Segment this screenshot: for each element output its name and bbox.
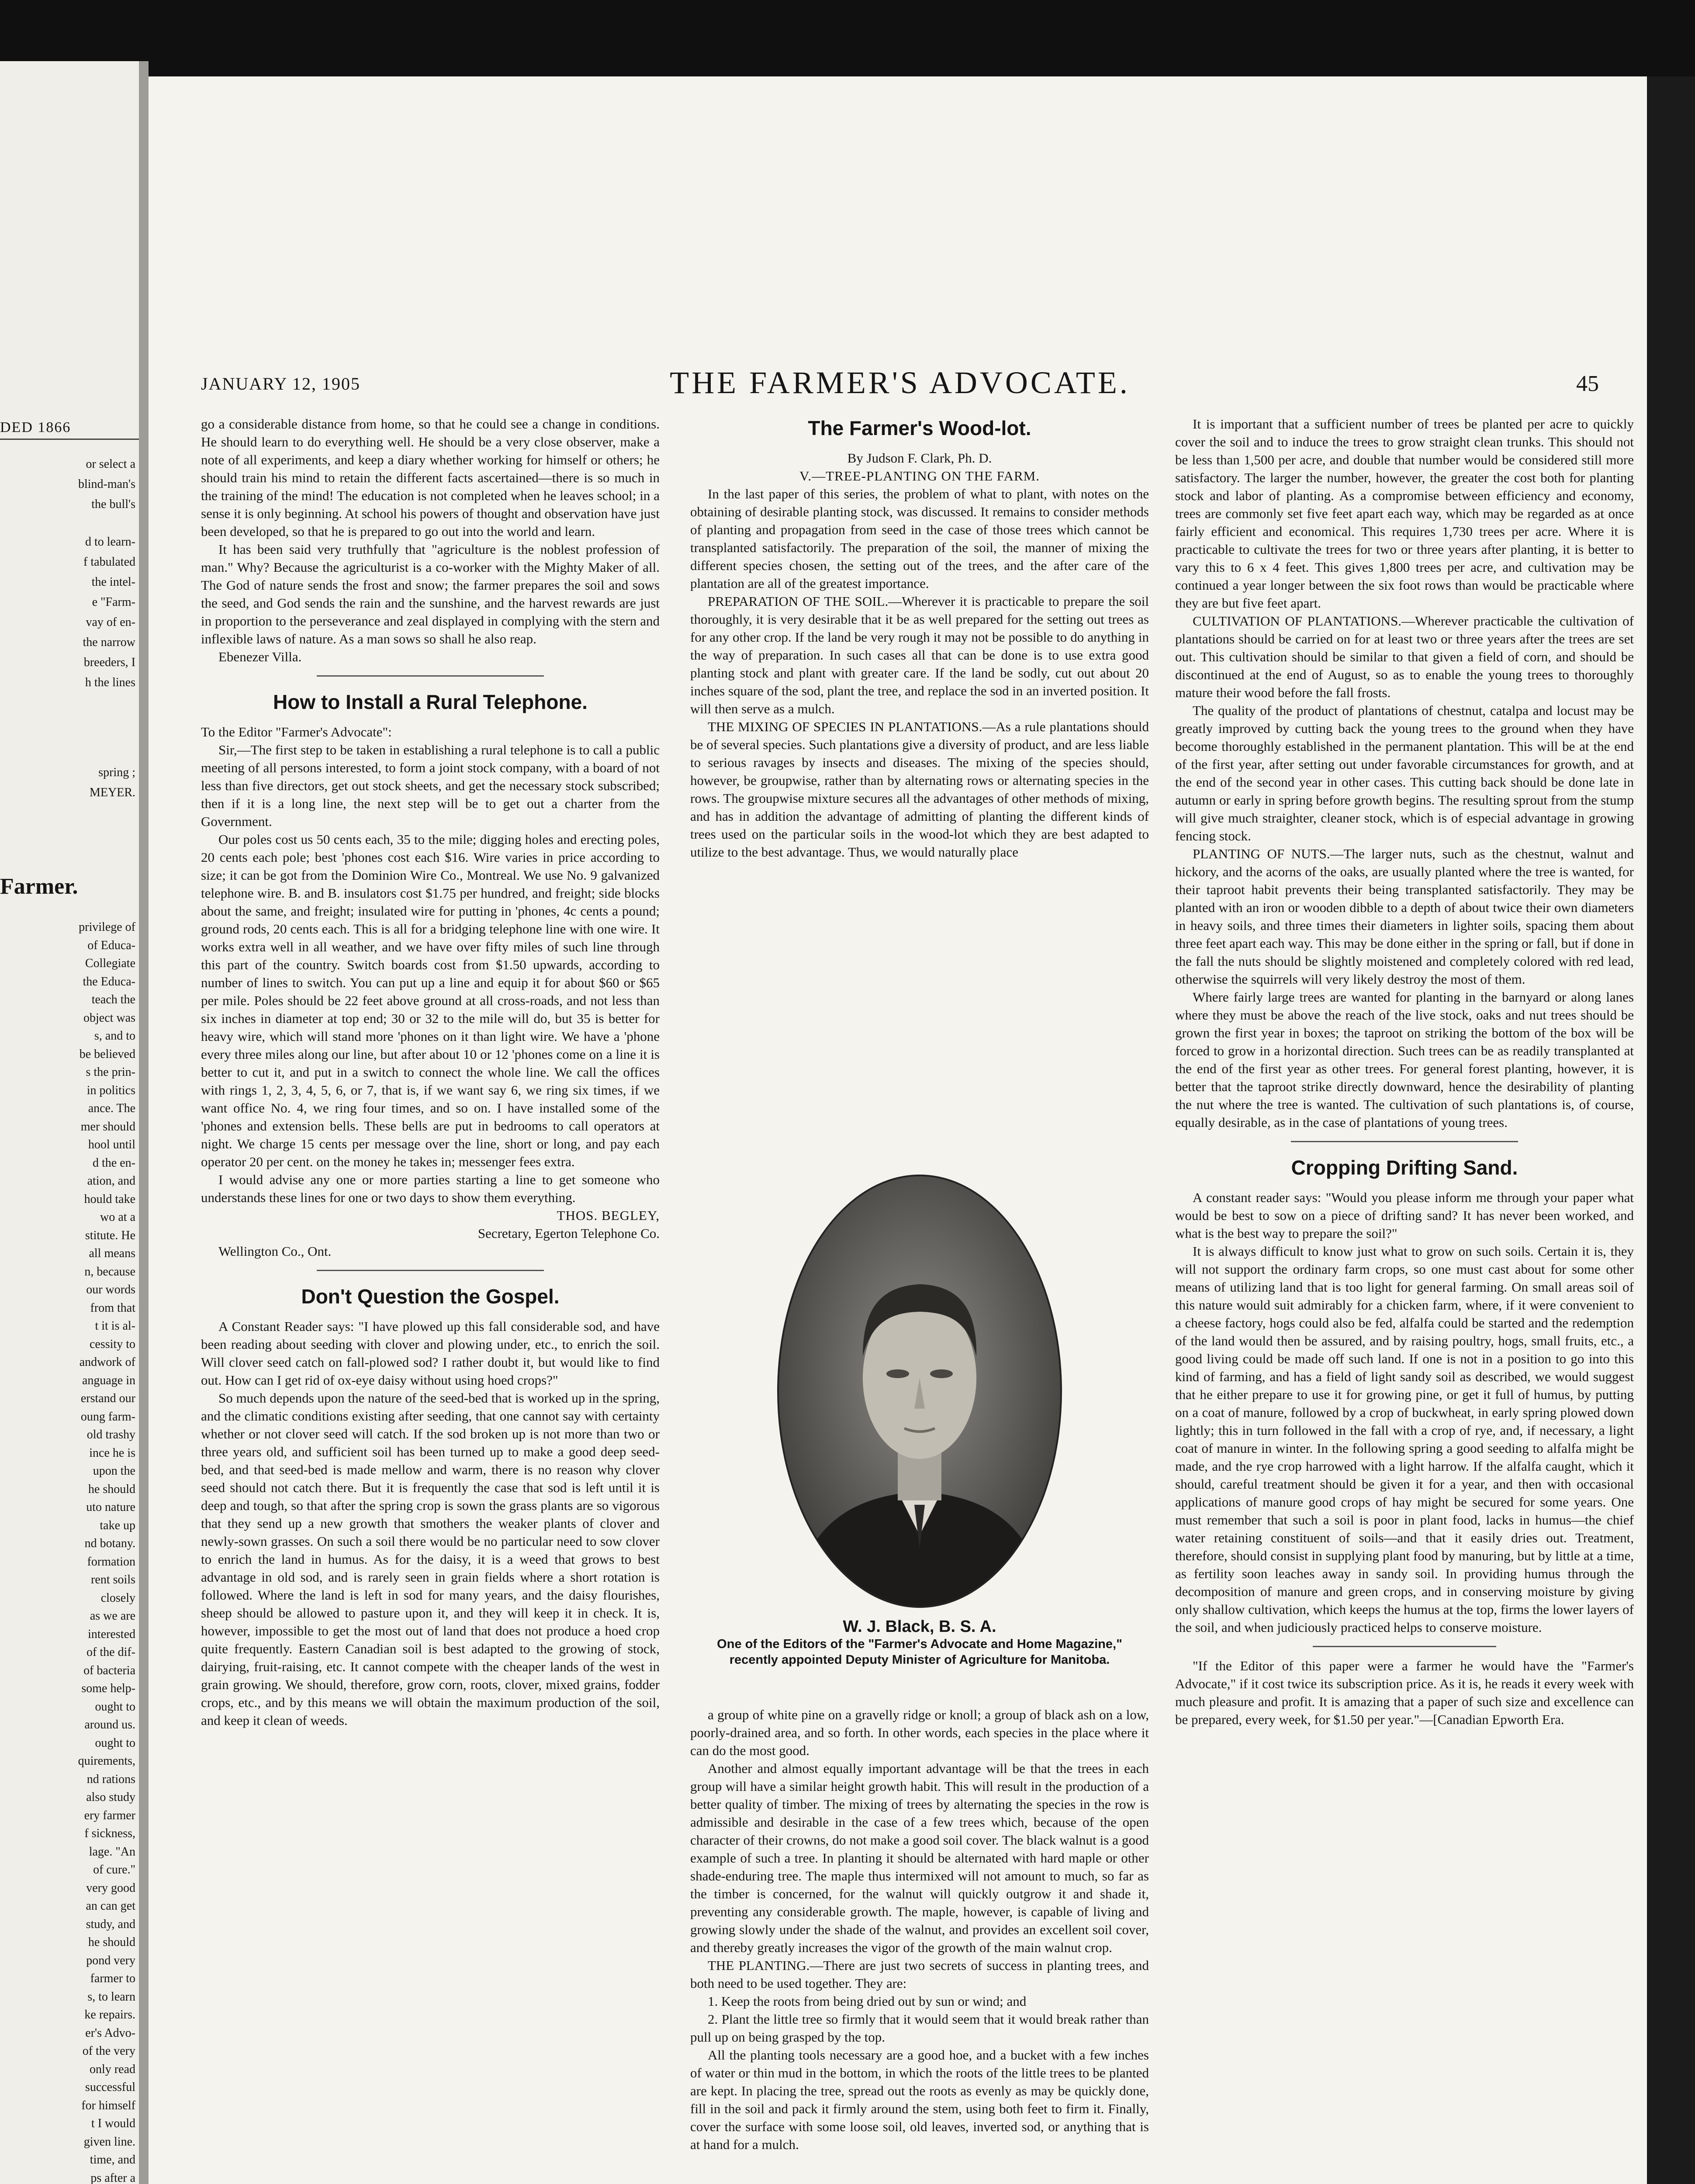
column-2-top bbox=[690, 415, 1149, 1166]
prev-page-fragment: quirements, bbox=[78, 1754, 135, 1768]
column-3 bbox=[1175, 415, 1634, 2184]
prev-page-fragment: f tabulated bbox=[83, 555, 135, 569]
article-heading-gospel: Don't Question the Gospel. bbox=[301, 1285, 560, 1308]
prev-page-fragment: blind-man's bbox=[78, 477, 135, 491]
column-1 bbox=[201, 415, 660, 2184]
prev-page-fragment: very good bbox=[86, 1881, 135, 1895]
prev-page-fragment: oung farm- bbox=[80, 1410, 135, 1424]
paragraph: A Constant Reader says: "I have plowed up this fall considerable sod, and have been reading about seeding with clover and plowing under, etc., to enrich the soil. Will clover seed catch on fall-plowed sod? I rather doubt it, but would like to find out. How can I get rid of ox-eye daisy without using hoed crops?" bbox=[201, 1319, 660, 1388]
prev-page-fragment: or select a bbox=[86, 457, 135, 471]
paragraph: Where fairly large trees are wanted for planting in the barnyard or along lanes where they must be above the reach of the live stock, oaks and nut trees should be grown the first year in boxes; the taproot on striking the bottom of the box will be forced to grow in a horizontal direction. Such trees can be as readily transplanted at the end of the first year as other trees. For general forest planting, however, it is better that the taproot strike directly downward, hence the desirability of planting the nut where the tree is wanted. The cultivation of such plantations is, of course, equally desirable, as in the case of plantations of young trees. bbox=[1175, 989, 1634, 1130]
caption-name: W. J. Black, B. S. A. bbox=[843, 1617, 996, 1636]
prev-page-fragment: study, and bbox=[86, 1917, 135, 1931]
masthead-title: THE FARMER'S ADVOCATE. bbox=[670, 365, 1130, 400]
paragraph: 1. Keep the roots from being dried out by sun or wind; and bbox=[708, 1994, 1027, 2009]
prev-page-fragment: the Educa- bbox=[83, 975, 135, 988]
prev-page-fragment: t it is al- bbox=[95, 1319, 135, 1333]
prev-page-fragment: interested bbox=[88, 1627, 135, 1641]
paragraph: CULTIVATION OF PLANTATIONS.—Wherever practicable the cultivation of plantations should be carried on for at least two or three years after the trees are set out. This cultivation should be similar to that given a field of corn, and should be discontinued at the end of August, so as to enable the young trees to thoroughly mature their wood before the fall frosts. bbox=[1175, 613, 1634, 700]
prev-page-fragment: take up bbox=[100, 1518, 135, 1532]
paragraph: go a considerable distance from home, so that he could see a change in conditions. He should learn to do everything well. He should be a very close observer, make a note of all experiments, and keep a diary whether working for himself or others; he should train his mind to retain the different facts ascertained—there is so much in the training of the mind! The education is not completed when he leaves school; in a sense it is only beginning. At school his powers of thought and observation have just been developed, so that he is prepared to go out into the world and learn. bbox=[201, 416, 660, 539]
prev-page-fragment: object was bbox=[83, 1011, 135, 1025]
prev-page-fragment: of the dif- bbox=[86, 1645, 135, 1659]
paragraph: THE MIXING OF SPECIES IN PLANTATIONS.—As a rule plantations should be of several species. Such plantations give a diversity of product, and are less liable to serious ravages by insects and diseases. The mixing of the species should, however, be groupwise, rather than by alternating rows or alternating species in the rows. The groupwise mixture secures all the advantages of other methods of mixing, and has in addition the advantage of admitting of planting the different kinds of trees used on the particular soils in the wood-lot which they are best adapted to utilize to the best advantage. Thus, we would naturally place bbox=[690, 719, 1149, 860]
divider bbox=[317, 1270, 544, 1271]
prev-page-fragment: s the prin- bbox=[86, 1065, 135, 1079]
prev-page-fragment: t I would bbox=[91, 2117, 135, 2130]
prev-page-fragment: ke repairs. bbox=[84, 2008, 135, 2022]
running-head bbox=[201, 365, 1599, 404]
portrait-photo bbox=[775, 1173, 1064, 1610]
prev-page-fragment: upon the bbox=[93, 1464, 135, 1478]
prev-page-fragment: cessity to bbox=[90, 1337, 135, 1351]
prev-page-fragment: our words bbox=[86, 1283, 135, 1296]
page-gutter bbox=[139, 61, 149, 2184]
prev-page-fragment: d to learn- bbox=[85, 535, 135, 549]
prev-page-fragment: only read bbox=[90, 2062, 135, 2076]
prev-page-fragment: farmer to bbox=[90, 1972, 135, 1985]
prev-page-fragment: f sickness, bbox=[84, 1827, 135, 1840]
prev-page-fragment: hool until bbox=[88, 1138, 135, 1151]
prev-page-fragment: around us. bbox=[84, 1718, 135, 1731]
paragraph: It is always difficult to know just what to grow on such soils. Certain it is, they will not support the ordinary farm crops, so one must cast about for some other means of utilizing land that is too light for general farming. On small areas soil of this nature would suit admirably for a chicken farm, where, if it were convenient to a cheese factory, hogs could also be fed, alfalfa could be started and the redemption of the land would then be assured, and by raising poultry, hogs, small fruits, etc., a good living could be made off such land. If one is not in a position to go into this kind of farming, and has a field of light sandy soil as described, we would suggest that he either prepare to use it for growing pine, or get it full of humus, by putting on a coat of manure, followed by a crop of buckwheat, in early spring plowed down lightly; this in turn followed in the fall with a crop of rye, and, if necessary, a light coat of manure in winter. In the following spring a good seeding to alfalfa might be made, and the rye crop harrowed with a light harrow. If the alfalfa caught, which it should, careful treatment should be given it for a year, and then with occasional applications of manure good crops of hay might be secured for some years. One must remember that such a soil is poor in plant food, lacks in humus—the chief water retaining constituent of soils—and that it easily dries out. Treatment, therefore, should consist in supplying plant food by manuring, but by little at a time, as fertility soon leaches away in sandy soil. In providing humus through the decomposition of manure and green crops, and in conserving moisture by giving only shallow cultivation, which keeps the humus at the top, firms the lower layers of the soil, and when judiciously practiced helps to conserve moisture. bbox=[1175, 1244, 1634, 1635]
prev-page-fragment: in politics bbox=[86, 1083, 135, 1097]
paragraph: Sir,—The first step to be taken in establishing a rural telephone is to call a public meeting of all persons interested, to form a joint stock company, with a board of not less than five directors, get out stock sheets, and get the necessary stock subscribed; then if it is a long line, the next step will be to get out a charter from the Government. bbox=[201, 742, 660, 829]
prev-page-fragment: successful bbox=[85, 2080, 135, 2094]
prev-page-fragment: Collegiate bbox=[85, 957, 135, 970]
prev-page-fragment: ps after a bbox=[90, 2171, 135, 2184]
paragraph: It is important that a sufficient number of trees be planted per acre to quickly cover the soil and to induce the trees to grow straight clean trunks. This should not be less than 1,500 per acre, and double that number would be considered still more satisfactory. The larger the number, however, the greater the cost both for planting stock and labor of planting. As a compromise between efficiency and economy, trees are commonly set five feet apart each way, which may be regarded as at once fairly efficient and economical. This requires 1,730 trees per acre. Where it is practicable to cultivate the trees for two or three years after planting, it is better to vary this to 6 x 4 feet. This gives 1,800 trees per acre, and cultivation may be continued a year longer between the six foot rows than would be practicable where they are but five feet apart. bbox=[1175, 416, 1634, 611]
prev-page-fragment: given line. bbox=[83, 2135, 135, 2149]
paragraph: THE PLANTING.—There are just two secrets of success in planting trees, and both need to be used together. They are: bbox=[690, 1958, 1149, 1991]
prev-page-fragment: of the very bbox=[82, 2044, 135, 2058]
prev-page-fragment: he should bbox=[88, 1935, 135, 1949]
prev-page-fragment: breeders, I bbox=[83, 656, 135, 669]
prev-page-fragment: uto nature bbox=[86, 1500, 135, 1514]
prev-page-fragment: of bacteria bbox=[83, 1663, 135, 1677]
prev-page-fragment: ation, and bbox=[87, 1174, 135, 1188]
paragraph: 2. Plant the little tree so firmly that it would seem that it would break rather than pull up on being grasped by the top. bbox=[690, 2011, 1149, 2045]
signature: Ebenezer Villa. bbox=[218, 649, 302, 664]
prev-page-fragment: as we are bbox=[90, 1609, 135, 1623]
prev-page-fragment: for himself bbox=[81, 2098, 135, 2112]
prev-page-fragment: he should bbox=[88, 1482, 135, 1496]
prev-page-fragment: ince he is bbox=[89, 1446, 135, 1460]
prev-page-fragment: nd botany. bbox=[84, 1537, 135, 1550]
signature-title: Secretary, Egerton Telephone Co. bbox=[477, 1226, 660, 1241]
byline: By Judson F. Clark, Ph. D. bbox=[847, 450, 992, 466]
prev-page-fragment: s, to learn bbox=[87, 1990, 135, 2004]
paragraph: It has been said very truthfully that "agriculture is the noblest profession of man." Why? Because the agriculturist is a co-worker with the Mighty Maker of all. The God of nature sends the frost and snow; the farmer prepares the soil and sows the seed, and God sends the rain and the sunshine, and the harvest rewards are just in proportion to the perseverance and zeal displayed in complying with the stern and inflexible laws of nature. As a man sows so shall he also reap. bbox=[201, 542, 660, 646]
divider bbox=[1291, 1141, 1518, 1142]
prev-page-fragment: anguage in bbox=[82, 1373, 135, 1387]
page-number: 45 bbox=[1576, 371, 1599, 396]
prev-page-fragment: also study bbox=[86, 1790, 135, 1804]
paragraph: PLANTING OF NUTS.—The larger nuts, such as the chestnut, walnut and hickory, and the acorns of the oaks, are usually planted where the tree is wanted, for their taproot habit prevents their being transplanted satisfactorily. They may be planted with an iron or wooden dibble to a depth of about twice their own diameters in heavy soils, and three times their diameters in lighter soils, spacing them about three feet apart each way. This may be done either in the spring or fall, but if done in the fall the nuts should be slightly moistened and completely colored with red lead, otherwise the squirrels will very likely destroy the most of them. bbox=[1175, 846, 1634, 987]
prev-page-fragment: of cure." bbox=[93, 1863, 135, 1876]
prev-page-fragment: wo at a bbox=[100, 1210, 135, 1224]
prev-page-fragment: formation bbox=[87, 1555, 135, 1569]
paragraph: Another and almost equally important advantage will be that the trees in each group will have a similar height growth habit. This will result in the production of a better quality of timber. The mixing of trees by alternating the species in the row is admissible and desirable in the case of a few trees which, because of the open character of their crowns, do not make a good soil cover. The black walnut is a good example of such a tree. In planting it should be alternated with hard maple or other shade-enduring tree. The maple thus intermixed will not amount to much, so far as the timber is concerned, for the walnut will quickly outgrow it and shade it, preventing any considerable growth. The maple, however, is capable of living and growing slowly under the shade of the walnut, and provides an excellent soil cover, and thereby greatly increases the vigor of the growth of the main walnut crop. bbox=[690, 1761, 1149, 1955]
prev-page-fragment: time, and bbox=[90, 2153, 135, 2167]
paragraph: PREPARATION OF THE SOIL.—Wherever it is practicable to prepare the soil thoroughly, it is very desirable that it be as well prepared for the setting out trees as for any other crop. If the land be very rough it may not be possible to do anything in the way of preparation. In such cases all that can be done is to use extra good planting stock and plant with greater care. If the land be sodly, cut out about 20 inches square of the sod, plant the tree, and replace the sod in an inverted position. It will then serve as a mulch. bbox=[690, 594, 1149, 716]
prev-page-fragment: spring ; bbox=[98, 766, 135, 779]
prev-page-fragment: andwork of bbox=[79, 1355, 135, 1369]
divider bbox=[317, 675, 544, 677]
newspaper-page bbox=[149, 76, 1647, 2184]
article-heading-telephone: How to Install a Rural Telephone. bbox=[273, 691, 588, 713]
prev-page-fragment: ance. The bbox=[88, 1102, 135, 1115]
prev-page-fragment: hould take bbox=[84, 1192, 135, 1206]
quote-epworth: "If the Editor of this paper were a farmer he would have the "Farmer's Advocate," if it cost twice its subscription price. As it is, he reads it every week with much pleasure and profit. It is amazing that a paper of such size and excellence can be prepared, every week, for $1.50 per year."—[Canadian Epworth Era. bbox=[1175, 1658, 1634, 1727]
prev-page-fragment: old trashy bbox=[86, 1428, 135, 1441]
prev-page-fragment: closely bbox=[100, 1591, 135, 1605]
prev-page-fragment: an can get bbox=[86, 1899, 135, 1913]
prev-page-fragment: rent soils bbox=[91, 1573, 135, 1586]
article-heading-sand: Cropping Drifting Sand. bbox=[1291, 1156, 1518, 1179]
prev-page-fragment: of Educa- bbox=[87, 938, 135, 952]
prev-page-fragment: nd rations bbox=[86, 1772, 135, 1786]
divider bbox=[1313, 1646, 1496, 1647]
prev-page-fragment: ought to bbox=[95, 1736, 135, 1750]
prev-page-fragment: vay of en- bbox=[86, 615, 135, 629]
prev-page-fragment: privilege of bbox=[79, 920, 135, 934]
paragraph: Our poles cost us 50 cents each, 35 to the mile; digging holes and erecting poles, 20 cents each pole; best 'phones cost each $16. Wire varies in price according to size; it can be got from the Dominion Wire Co., Montreal. We use No. 9 galvanized telephone wire. B. and B. insulators cost $1.75 per hundred, and freight; side blocks about the same, and freight; insulated wire for putting in 'phones, 4c cents a pound; ground rods, 20 cents each. This is all for a bridging telephone line with one wire. It works extra well in all weather, and we have over fifty miles of such line through this part of the country. Switch boards cost from $1.50 upwards, according to number of lines to switch. You can put up a line and equip it for about $60 or $65 per mile. Poles should be 22 feet above ground at all cross-roads, and not less than six inches in diameter at top end; 30 or 32 to the mile will do, but 35 is better for heavy wire, which will stand more 'phones on it than light wire. We have a 'phone every three miles along our line, but after about 10 or 12 'phones come on a line it is better to cut it, and put in a switch to connect the whole line. We call the offices with rings 1, 2, 3, 4, 5, 6, or 7, that is, if we want say 6, we ring six times, if we want office No. 4, we ring four times, and so on. I have installed some of the 'phones and extension bells. These bells are put in bedrooms to call operators at night. We charge 15 cents per message over the line, short or long, and pay each operator 20 per cent. on the money he takes in; messenger fees extra. bbox=[201, 832, 660, 1169]
prev-page-fragment: all means bbox=[89, 1247, 135, 1260]
column-2-bottom bbox=[690, 1706, 1149, 2184]
paragraph: a group of white pine on a gravelly ridge or knoll; a group of black ash on a low, poorly-drained area, and so forth. In other words, each species in the place where it can do the most good. bbox=[690, 1707, 1149, 1758]
prev-page-heading-farmer: Farmer. bbox=[0, 874, 78, 899]
paragraph: All the planting tools necessary are a good hoe, and a bucket with a few inches of water or thin mud in the bottom, in which the roots of the little trees to be planted are kept. In placing the tree, spread out the roots as evenly as may be quickly done, fill in the soil and pack it firmly around the stem, using both feet to firm it. Finally, cover the surface with some loose soil, old leaves, inverted sod, or anything that is at hand for a mulch. bbox=[690, 2047, 1149, 2152]
subheading: V.—TREE-PLANTING ON THE FARM. bbox=[799, 468, 1040, 484]
prev-page-fragment: from that bbox=[90, 1301, 135, 1315]
prev-page-fragment: ery farmer bbox=[84, 1808, 135, 1822]
prev-page-fragment: s, and to bbox=[94, 1029, 135, 1043]
prev-page-fragment: e "Farm- bbox=[92, 595, 135, 609]
paragraph: A constant reader says: "Would you please inform me through your paper what would be best to sow on a piece of drifting sand? It has never been worked, and what is the best way to prepare the soil?" bbox=[1175, 1190, 1634, 1241]
prev-page-fragment: MEYER. bbox=[90, 786, 135, 799]
prev-page-fragment: mer should bbox=[80, 1120, 135, 1133]
prev-page-fragment: erstand our bbox=[80, 1392, 135, 1405]
salutation: To the Editor "Farmer's Advocate": bbox=[201, 724, 392, 740]
scanner-border-top bbox=[0, 0, 1695, 76]
paragraph: The quality of the product of plantations of chestnut, catalpa and locust may be greatly improved by cutting back the young trees to the ground when they have become thoroughly established in the permanent plantation. This will be at the end of the first year, after setting out under favorable circumstances for growth, and at the end of the second year in other cases. This cutting back should be done late in autumn or early in spring before growth begins. The resulting sprout from the stump will give much straighter, cleaner stock, which is of especial advantage in growing fencing stock. bbox=[1175, 703, 1634, 843]
prev-page-fragment: stitute. He bbox=[85, 1228, 135, 1242]
prev-page-fragment: pond very bbox=[86, 1953, 135, 1967]
prev-page-fragment: h the lines bbox=[85, 676, 135, 689]
prev-page-fragment: the narrow bbox=[83, 636, 135, 649]
prev-page-fragment: d the en- bbox=[93, 1156, 135, 1170]
signature: THOS. BEGLEY, bbox=[557, 1208, 660, 1223]
article-heading-woodlot: The Farmer's Wood-lot. bbox=[808, 417, 1031, 439]
prev-page-fragment: some help- bbox=[81, 1682, 135, 1695]
issue-date: JANUARY 12, 1905 bbox=[201, 374, 360, 394]
place-line: Wellington Co., Ont. bbox=[218, 1244, 332, 1259]
prev-page-fragment: ought to bbox=[95, 1700, 135, 1714]
previous-page-edge bbox=[0, 61, 139, 2184]
prev-page-fragment: teach the bbox=[91, 993, 135, 1006]
prev-page-fragment: er's Advo- bbox=[85, 2026, 135, 2040]
caption-description: One of the Editors of the "Farmer's Advocate and Home Magazine," recently appointed Deputy Minister of Agriculture for Manitoba. bbox=[717, 1637, 1122, 1667]
prev-page-fragment: lage. "An bbox=[89, 1845, 135, 1859]
paragraph: I would advise any one or more parties starting a line to get someone who understands these lines for one or two days to show them everything. bbox=[201, 1172, 660, 1205]
prev-page-fragment: the bull's bbox=[91, 498, 135, 511]
paragraph: In the last paper of this series, the problem of what to plant, with notes on the obtaining of desirable planting stock, was discussed. It remains to consider methods of planting and propagation from seed in the case of those trees which cannot be transplanted satisfactorily. The preparation of the soil, the manner of mixing the different species chosen, the setting out of the trees, and the after care of the plantation are all of the greatest importance. bbox=[690, 486, 1149, 591]
prev-page-fragment: n, because bbox=[84, 1265, 135, 1279]
portrait-figure bbox=[690, 1173, 1149, 1693]
prev-page-fragment: be believed bbox=[79, 1047, 135, 1061]
prev-page-fragment: the intel- bbox=[91, 575, 135, 589]
paragraph: So much depends upon the nature of the seed-bed that is worked up in the spring, and the climatic conditions existing after seeding, that one cannot say with certainty whether or not clover seed will catch. If the sod broken up is not more than two or three years old, and sufficient soil has been turned up to make a good deep seed-bed, and that seed-bed is made mellow and warm, there is no reason why clover seed should not catch there. But it is frequently the case that sod is left until it is deep and tough, so that after the spring crop is sown the grass plants are so vigorous that they send up a new growth that smothers the weaker plants of clover and newly-sown grasses. On such a soil there would be no particular need to sow clover to enrich the land in humus. As for the daisy, it is a weed that grows to best advantage in old sod, and is rarely seen in grain fields where a short rotation is followed. Where the land is left in sod for many years, and the daisy flourishes, sheep should be allowed to pasture upon it, and they will keep it in check. It is, however, impossible to get the most out of land that does not produce a hoed crop quite frequently. Eastern Canadian soil is best adapted to the growing of stock, dairying, fruit-raising, etc. It cannot compete with the cheaper lands of the west in grain growing. We should, therefore, grow corn, roots, clover, mixed grains, fodder crops, etc., and by this means we will obtain the maximum production of the soil, and keep it clean of weeds. bbox=[201, 1390, 660, 1728]
prev-page-header: DED 1866 bbox=[0, 419, 139, 440]
